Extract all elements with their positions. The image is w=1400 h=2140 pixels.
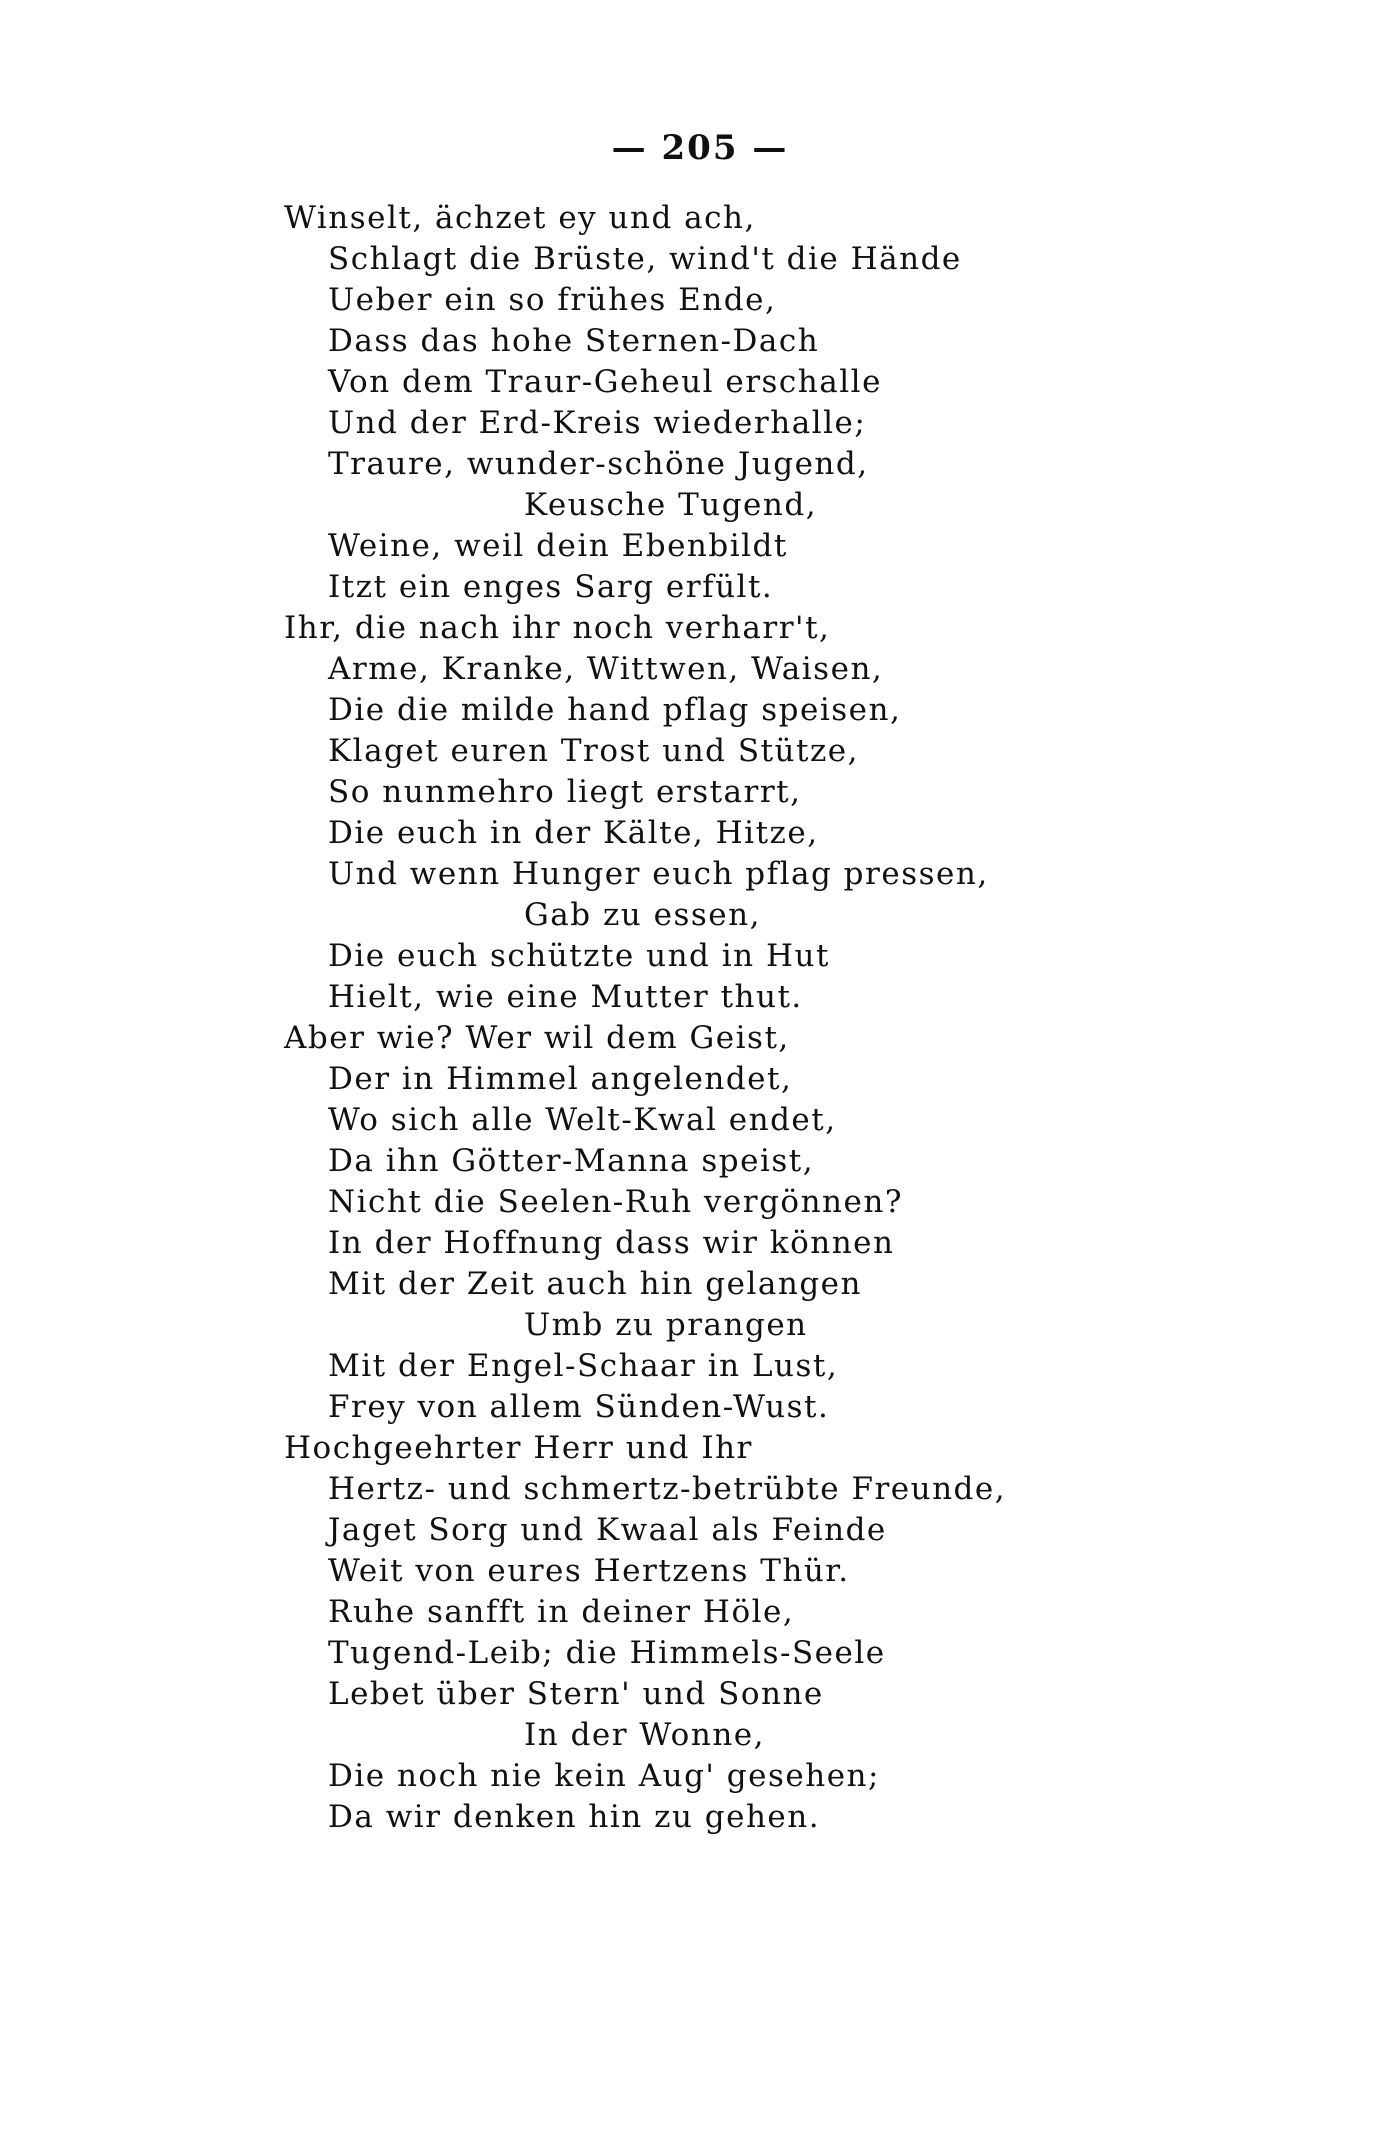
poem-line: Und wenn Hunger euch pflag pressen, [328, 856, 989, 892]
poem-line: Dass das hohe Sternen-Dach [328, 323, 820, 359]
poem-line: Keusche Tugend, [524, 487, 818, 523]
poem-line: Die euch in der Kälte, Hitze, [328, 815, 819, 851]
poem-line: Gab zu essen, [524, 897, 761, 933]
poem-line: In der Hoffnung dass wir können [328, 1225, 895, 1261]
poem-line: Da ihn Götter-Manna speist, [328, 1143, 815, 1179]
poem-line: Schlagt die Brüste, wind't die Hände [328, 241, 962, 277]
poem-line: In der Wonne, [524, 1717, 765, 1753]
page-number: — 205 — [611, 128, 789, 168]
poem-line: Hielt, wie eine Mutter thut. [328, 979, 803, 1015]
poem-line: Nicht die Seelen-Ruh vergönnen? [328, 1184, 903, 1220]
poem-line: Umb zu prangen [524, 1307, 808, 1343]
poem-line: Die die milde hand pflag speisen, [328, 692, 902, 728]
poem-line: So nunmehro liegt erstarrt, [328, 774, 802, 810]
poem-line: Mit der Engel-Schaar in Lust, [328, 1348, 839, 1384]
poem-line: Und der Erd-Kreis wiederhalle; [328, 405, 867, 441]
poem-line: Frey von allem Sünden-Wust. [328, 1389, 830, 1425]
poem-line: Jaget Sorg und Kwaal als Feinde [328, 1512, 887, 1548]
poem-line: Tugend-Leib; die Himmels-Seele [328, 1635, 886, 1671]
poem-line: Aber wie? Wer wil dem Geist, [284, 1020, 790, 1056]
poem-line: Itzt ein enges Sarg erfült. [328, 569, 774, 605]
poem-line: Ruhe sanfft in deiner Höle, [328, 1594, 795, 1630]
poem-line: Traure, wunder-schöne Jugend, [328, 446, 869, 482]
poem-line: Die noch nie kein Aug' gesehen; [328, 1758, 880, 1794]
poem-line: Von dem Traur-Geheul erschalle [328, 364, 882, 400]
poem-line: Lebet über Stern' und Sonne [328, 1676, 824, 1712]
poem-line: Ihr, die nach ihr noch verharr't, [284, 610, 831, 646]
poem-line: Winselt, ächzet ey und ach, [284, 200, 756, 236]
poem-line: Weine, weil dein Ebenbildt [328, 528, 788, 564]
poem-line: Der in Himmel angelendet, [328, 1061, 793, 1097]
poem-line: Hochgeehrter Herr und Ihr [284, 1430, 753, 1466]
poem-line: Arme, Kranke, Wittwen, Waisen, [328, 651, 884, 687]
poem-line: Mit der Zeit auch hin gelangen [328, 1266, 862, 1302]
poem-line: Weit von eures Hertzens Thür. [328, 1553, 850, 1589]
poem-line: Da wir denken hin zu gehen. [328, 1799, 821, 1835]
poem-line: Hertz- und schmertz-betrübte Freunde, [328, 1471, 1007, 1507]
poem-line: Wo sich alle Welt-Kwal endet, [328, 1102, 837, 1138]
poem-line: Die euch schützte und in Hut [328, 938, 830, 974]
poem-line: Ueber ein so frühes Ende, [328, 282, 777, 318]
poem-line: Klaget euren Trost und Stütze, [328, 733, 860, 769]
